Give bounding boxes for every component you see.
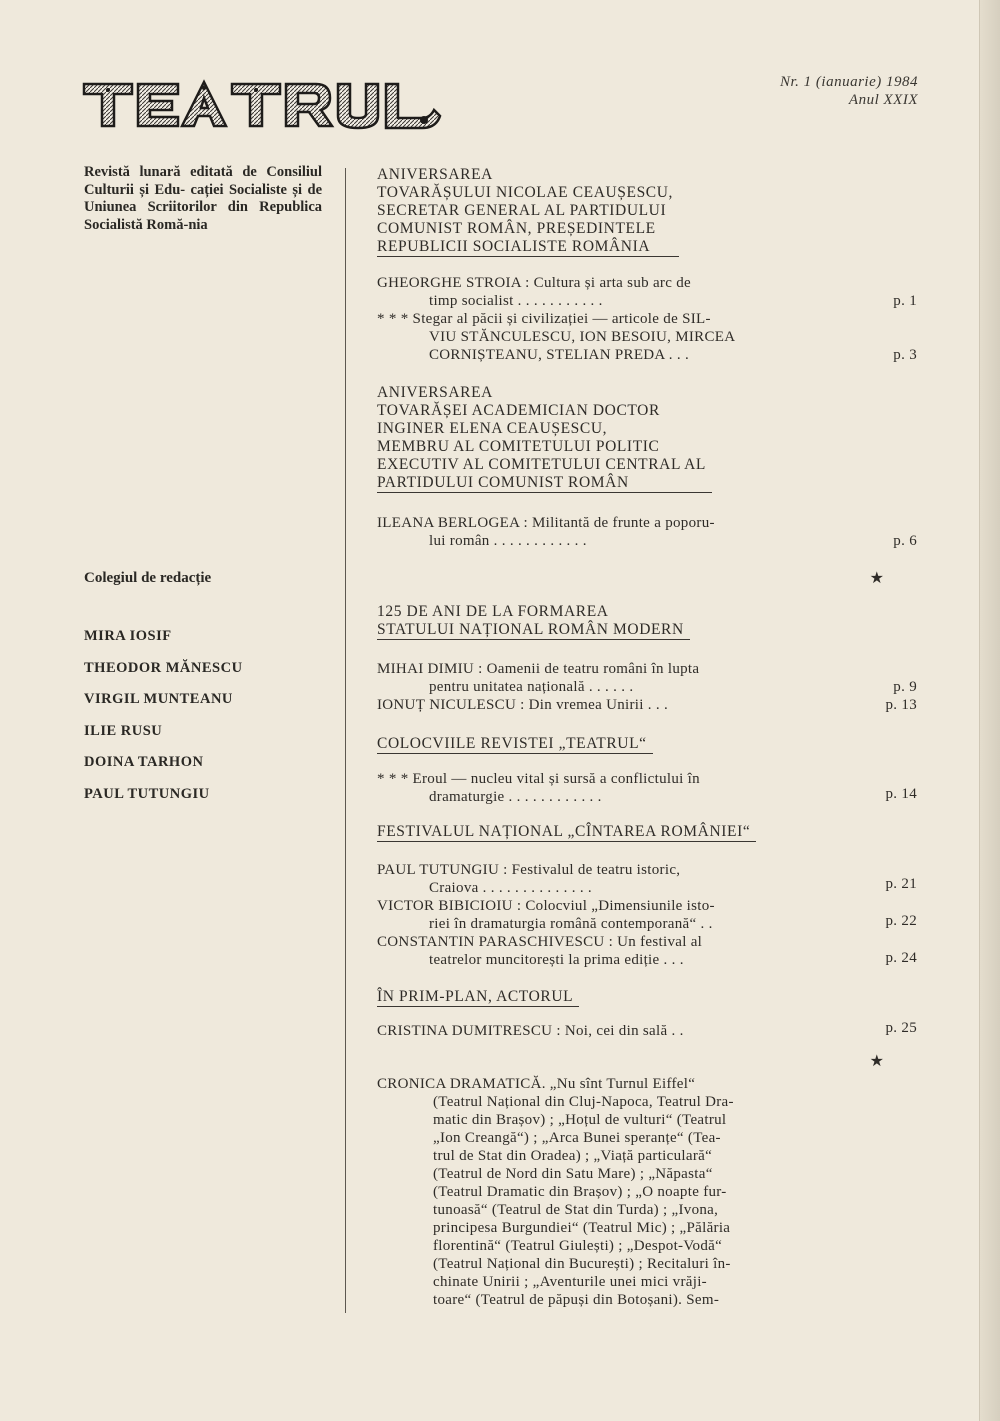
editor-name: DOINA TARHON bbox=[84, 754, 204, 770]
entry-text: VICTOR BIBICIOIU : Colocviul „Dimensiunile isto- bbox=[377, 898, 715, 914]
section-heading-festival bbox=[377, 823, 867, 842]
editor-name: MIRA IOSIF bbox=[84, 628, 172, 644]
heading-line: TOVARĂȘULUI NICOLAE CEAUȘESCU, bbox=[377, 184, 674, 201]
teatrul-logo bbox=[82, 76, 442, 132]
page-number: p. 13 bbox=[885, 697, 917, 713]
page-number: p. 1 bbox=[893, 293, 917, 309]
heading-line: COLOCVIILE REVISTEI „TEATRUL“ bbox=[377, 735, 647, 752]
paragraph-line: florentină“ (Teatrul Giulești) ; „Despot-Vodă“ bbox=[433, 1238, 723, 1254]
entry-text: Craiova . . . . . . . . . . . . . . bbox=[429, 880, 592, 896]
heading-line: STATULUI NAȚIONAL ROMÂN MODERN bbox=[377, 621, 684, 638]
entry-text: lui român . . . . . . . . . . . . bbox=[429, 533, 587, 549]
paragraph-line: (Teatrul Dramatic din Brașov) ; „O noapte fur- bbox=[433, 1184, 727, 1200]
toc-entry[interactable] bbox=[377, 1020, 917, 1040]
heading-line: PARTIDULUI COMUNIST ROMÂN bbox=[377, 474, 629, 491]
page-edge bbox=[979, 0, 1000, 1421]
entry-text: pentru unitatea națională . . . . . . bbox=[429, 679, 634, 695]
paragraph-line: tunoasă“ (Teatrul de Stat din Turda) ; „Ivona, bbox=[433, 1202, 719, 1218]
toc-entry[interactable] bbox=[377, 274, 917, 310]
editor-name: THEODOR MĂNESCU bbox=[84, 659, 243, 676]
entry-text: * * * Stegar al păcii și civilizației — articole de SIL- bbox=[377, 311, 711, 327]
paragraph-line: (Teatrul Național din București) ; Recitaluri în- bbox=[433, 1256, 731, 1272]
paragraph-line: matic din Brașov) ; „Hoțul de vulturi“ (Teatrul bbox=[433, 1112, 727, 1128]
editor-name: ILIE RUSU bbox=[84, 722, 163, 739]
toc-entry[interactable] bbox=[377, 660, 917, 696]
page-number: p. 21 bbox=[885, 876, 917, 892]
toc-entry[interactable] bbox=[377, 897, 917, 933]
heading-line: ÎN PRIM-PLAN, ACTORUL bbox=[377, 988, 574, 1005]
issue-info bbox=[700, 73, 918, 109]
toc-entry[interactable] bbox=[377, 933, 917, 969]
heading-line: INGINER ELENA CEAUȘESCU, bbox=[377, 420, 608, 437]
section-heading-national-state bbox=[377, 603, 867, 640]
paragraph-line: toare“ (Teatrul de păpuși din Botoșani). Sem- bbox=[433, 1292, 720, 1308]
description-line: Consiliul Culturii și Edu- bbox=[84, 164, 323, 198]
page-number: p. 3 bbox=[893, 347, 917, 363]
entry-text: CRISTINA DUMITRESCU : Noi, cei din sală . . bbox=[377, 1023, 684, 1039]
paragraph-line: (Teatrul Național din Cluj-Napoca, Teatrul Dra- bbox=[433, 1094, 734, 1110]
entry-text: PAUL TUTUNGIU : Festivalul de teatru istoric, bbox=[377, 862, 681, 878]
description-line: Revistă lunară editată de bbox=[84, 164, 257, 180]
paragraph-line: trul de Stat din Oradea) ; „Viață particulară“ bbox=[433, 1148, 713, 1164]
publication-description bbox=[84, 164, 322, 234]
heading-line: MEMBRU AL COMITETULUI POLITIC bbox=[377, 438, 660, 455]
paragraph-line: CRONICA DRAMATICĂ. „Nu sînt Turnul Eiffel“ bbox=[377, 1076, 696, 1092]
heading-line: COMUNIST ROMÂN, PREȘEDINTELE bbox=[377, 220, 656, 237]
editorial-board-list bbox=[84, 628, 243, 817]
star-separator: ★ bbox=[869, 570, 885, 587]
entry-text: GHEORGHE STROIA : Cultura și arta sub arc de bbox=[377, 275, 691, 291]
entry-text: MIHAI DIMIU : Oamenii de teatru români în lupta bbox=[377, 661, 700, 677]
paragraph-line: (Teatrul de Nord din Satu Mare) ; „Năpasta“ bbox=[433, 1166, 713, 1182]
description-line: Uniunea Scriitorilor din bbox=[84, 199, 248, 215]
section-heading-actor bbox=[377, 988, 867, 1007]
editorial-board-title: Colegiul de redacție bbox=[84, 570, 212, 586]
page-number: p. 14 bbox=[885, 786, 917, 802]
issue-year: Anul XXIX bbox=[848, 92, 918, 108]
entry-text: VIU STĂNCULESCU, ION BESOIU, MIRCEA bbox=[429, 329, 736, 345]
heading-line: ANIVERSAREA bbox=[377, 166, 493, 183]
issue-number: Nr. 1 (ianuarie) 1984 bbox=[780, 74, 918, 90]
description-line: Republica Socialistă Romă- bbox=[84, 199, 323, 233]
heading-line: ANIVERSAREA bbox=[377, 384, 493, 401]
column-divider bbox=[345, 168, 346, 1313]
toc-entry[interactable] bbox=[377, 861, 917, 897]
section-heading-colloquia bbox=[377, 735, 867, 754]
entry-text: IONUȚ NICULESCU : Din vremea Unirii . . . bbox=[377, 697, 669, 713]
toc-entry[interactable] bbox=[377, 770, 917, 806]
star-separator: ★ bbox=[869, 1053, 885, 1070]
heading-line: REPUBLICII SOCIALISTE ROMÂNIA bbox=[377, 238, 651, 255]
heading-line: SECRETAR GENERAL AL PARTIDULUI bbox=[377, 202, 667, 219]
section-heading-elena-ceausescu bbox=[377, 384, 867, 493]
entry-text: CORNIȘTEANU, STELIAN PREDA . . . bbox=[429, 347, 690, 363]
page-number: p. 22 bbox=[885, 913, 917, 929]
toc-entry[interactable] bbox=[377, 696, 917, 714]
entry-text: * * * Eroul — nucleu vital și sursă a conflictului în bbox=[377, 771, 700, 787]
entry-text: timp socialist . . . . . . . . . . . bbox=[429, 293, 603, 309]
heading-line: EXECUTIV AL COMITETULUI CENTRAL AL bbox=[377, 456, 706, 473]
paragraph-line: principesa Burgundiei“ (Teatrul Mic) ; „Pălăria bbox=[433, 1220, 731, 1236]
entry-text: teatrelor muncitorești la prima ediție . . . bbox=[429, 952, 684, 968]
heading-line: TOVARĂȘEI ACADEMICIAN DOCTOR bbox=[377, 402, 660, 419]
entry-text: CONSTANTIN PARASCHIVESCU : Un festival al bbox=[377, 934, 703, 950]
page-number: p. 6 bbox=[893, 533, 917, 549]
page-number: p. 9 bbox=[893, 679, 917, 695]
description-line: cației Socialiste și de bbox=[190, 181, 323, 198]
page-number: p. 25 bbox=[885, 1020, 917, 1036]
page-number: p. 24 bbox=[885, 950, 917, 966]
paragraph-line: chinate Unirii ; „Aventurile unei mici vrăji- bbox=[433, 1274, 707, 1290]
description-line: nia bbox=[188, 216, 208, 233]
cronica-dramatica-paragraph bbox=[377, 1075, 867, 1309]
entry-text: dramaturgie . . . . . . . . . . . . bbox=[429, 789, 602, 805]
heading-line: FESTIVALUL NAȚIONAL „CÎNTAREA ROMÂNIEI“ bbox=[377, 823, 751, 840]
section-heading-ceausescu bbox=[377, 166, 867, 257]
heading-line: 125 DE ANI DE LA FORMAREA bbox=[377, 603, 609, 620]
entry-text: riei în dramaturgia română contemporană“ . . bbox=[429, 916, 713, 932]
toc-entry[interactable] bbox=[377, 514, 917, 550]
paragraph-line: „Ion Creangă“) ; „Arca Bunei speranțe“ (Tea- bbox=[433, 1130, 721, 1146]
editor-name: VIRGIL MUNTEANU bbox=[84, 691, 233, 707]
entry-text: ILEANA BERLOGEA : Militantă de frunte a poporu- bbox=[377, 515, 715, 531]
editor-name: PAUL TUTUNGIU bbox=[84, 785, 210, 802]
toc-entry[interactable] bbox=[377, 310, 917, 364]
